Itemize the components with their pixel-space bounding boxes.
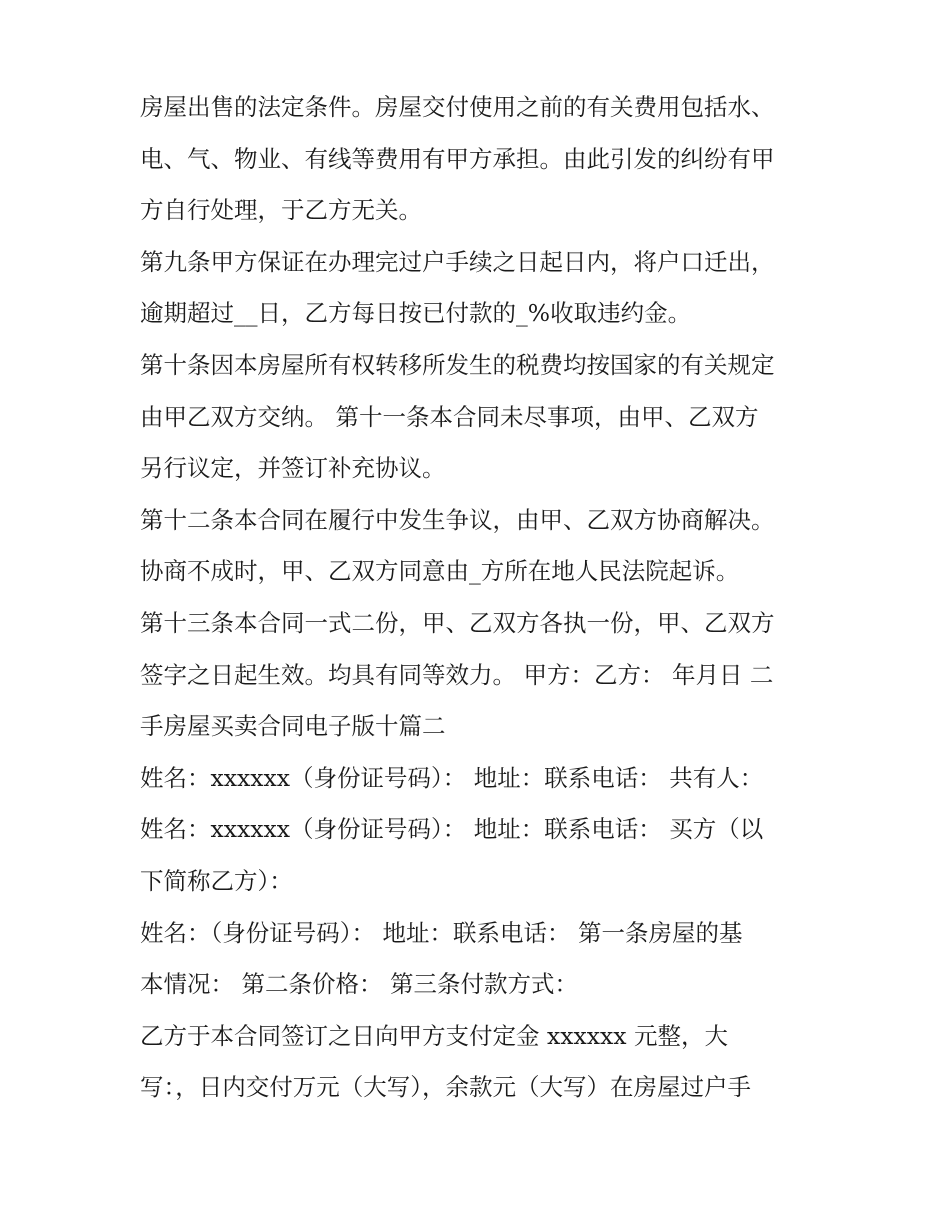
- text-line: 第十条因本房屋所有权转移所发生的税费均按国家的有关规定: [140, 350, 775, 379]
- text-line: 手房屋买卖合同电子版十篇二: [140, 712, 446, 741]
- text-line: 方自行处理，于乙方无关。: [140, 196, 422, 225]
- text-line: 第九条甲方保证在办理完过户手续之日起日内，将户口迁出，: [140, 247, 775, 276]
- text-line: 写：，日内交付万元（大写），余款元（大写）在房屋过户手: [140, 1073, 751, 1102]
- text-line: 姓名：xxxxxx（身份证号码）： 地址：联系电话： 共有人：: [140, 763, 764, 792]
- text-line: 姓名：xxxxxx（身份证号码）： 地址：联系电话： 买方（以: [140, 815, 764, 844]
- text-line: 第十三条本合同一式二份，甲、乙双方各执一份，甲、乙双方: [140, 608, 775, 637]
- text-line: 签字之日起生效。均具有同等效力。 甲方：乙方： 年月日 二: [140, 660, 774, 689]
- text-line: 姓名：（身份证号码）： 地址：联系电话： 第一条房屋的基: [140, 918, 743, 947]
- text-line: 协商不成时，甲、乙双方同意由_方所在地人民法院起诉。: [140, 557, 740, 586]
- text-line: 本情况： 第二条价格： 第三条付款方式：: [140, 970, 578, 999]
- text-line: 电、气、物业、有线等费用有甲方承担。由此引发的纠纷有甲: [140, 144, 775, 173]
- text-line: 乙方于本合同签订之日向甲方支付定金 xxxxxx 元整，大: [140, 1021, 728, 1050]
- text-line: 房屋出售的法定条件。房屋交付使用之前的有关费用包括水、: [140, 93, 775, 121]
- contract-body-text: [140, 82, 830, 1114]
- text-line: 下简称乙方）：: [140, 866, 293, 895]
- text-line: 逾期超过__日，乙方每日按已付款的_%收取违约金。: [140, 299, 692, 328]
- text-line: 第十二条本合同在履行中发生争议，由甲、乙双方协商解决。: [140, 505, 775, 534]
- text-line: 另行议定，并签订补充协议。: [140, 454, 446, 483]
- text-line: 由甲乙双方交纳。 第十一条本合同未尽事项，由甲、乙双方: [140, 402, 759, 431]
